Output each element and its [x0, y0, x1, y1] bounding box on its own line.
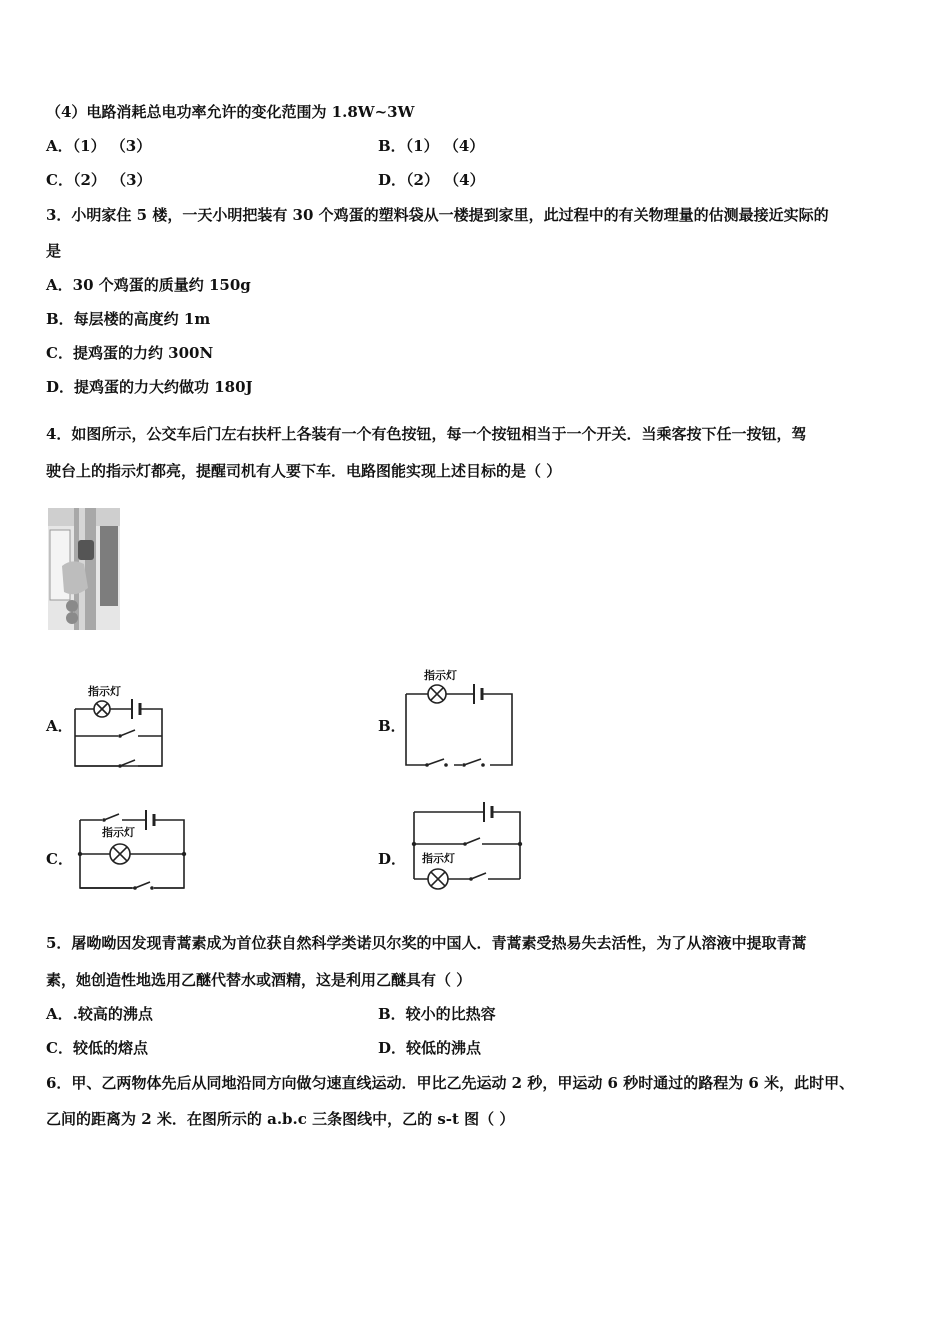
q2-option-d[interactable]: D．（2） （4）	[378, 171, 485, 189]
q3-option-c[interactable]: C．提鸡蛋的力约 300N	[46, 344, 214, 362]
switch-icon	[469, 873, 486, 881]
q2-option-a[interactable]: A．（1） （3）	[46, 137, 152, 155]
indicator-lamp-icon	[110, 844, 130, 864]
q5-stem-line1: 5．屠呦呦因发现青蒿素成为首位获自然科学类诺贝尔奖的中国人．青蒿素受热易失去活性，为了从溶液中提取青蒿	[46, 934, 807, 952]
lamp-label-b: 指示灯	[424, 669, 457, 682]
q5-option-b[interactable]: B．较小的比热容	[378, 1005, 496, 1023]
circuit-diagram-a[interactable]	[72, 684, 166, 772]
q4-stem-line2: 驶台上的指示灯都亮，提醒司机有人要下车．电路图能实现上述目标的是（ ）	[46, 462, 562, 480]
q3-option-d[interactable]: D．提鸡蛋的力大约做功 180J	[46, 378, 253, 396]
switch-icon	[118, 730, 135, 738]
switch-icon	[463, 838, 480, 846]
q6-stem-line1: 6．甲、乙两物体先后从同地沿同方向做匀速直线运动．甲比乙先运动 2 秒，甲运动 6 秒时通过的路程为 6 米，此时甲、	[46, 1074, 855, 1092]
q5-option-c[interactable]: C．较低的熔点	[46, 1039, 148, 1057]
battery-icon	[484, 802, 492, 822]
q3-option-a[interactable]: A．30 个鸡蛋的质量约 150g	[46, 276, 251, 294]
lamp-label-d: 指示灯	[422, 852, 455, 865]
bus-handrail-photo	[48, 508, 120, 630]
circuit-diagram-d[interactable]	[408, 798, 526, 894]
indicator-lamp-icon	[428, 685, 446, 703]
q3-stem-line2: 是	[46, 242, 62, 260]
lamp-label-c: 指示灯	[102, 826, 135, 839]
q3-option-b[interactable]: B．每层楼的高度约 1m	[46, 310, 211, 328]
switch-icon	[102, 814, 119, 822]
q6-stem-line2: 乙间的距离为 2 米．在图所示的 a.b.c 三条图线中，乙的 s-t 图（ ）	[46, 1110, 515, 1128]
q2-item4: （4）电路消耗总电功率允许的变化范围为 1.8W~3W	[46, 103, 415, 121]
q4-option-a-label[interactable]: A．	[46, 717, 73, 735]
indicator-lamp-icon	[428, 869, 448, 889]
battery-icon	[132, 699, 140, 719]
lamp-label-a: 指示灯	[88, 685, 121, 698]
circuit-diagram-b[interactable]	[402, 666, 516, 770]
q2-option-b[interactable]: B．（1） （4）	[378, 137, 485, 155]
q4-option-c-label[interactable]: C．	[46, 850, 73, 868]
q5-option-a[interactable]: A．.较高的沸点	[46, 1005, 153, 1023]
q4-option-d-label[interactable]: D．	[378, 850, 407, 868]
q5-option-d[interactable]: D．较低的沸点	[378, 1039, 482, 1057]
indicator-lamp-icon	[94, 701, 110, 717]
q2-option-c[interactable]: C．（2） （3）	[46, 171, 152, 189]
q4-option-b-label[interactable]: B．	[378, 717, 406, 735]
battery-icon	[474, 684, 482, 704]
battery-icon	[146, 810, 154, 830]
circuit-diagram-c[interactable]	[76, 806, 188, 892]
q4-stem-line1: 4．如图所示，公交车后门左右扶杆上各装有一个有色按钮，每一个按钮相当于一个开关．当乘客按下任一按钮，驾	[46, 425, 807, 443]
q5-stem-line2: 素，她创造性地选用乙醚代替水或酒精，这是利用乙醚具有（ ）	[46, 971, 472, 989]
q3-stem-line1: 3．小明家住 5 楼，一天小明把装有 30 个鸡蛋的塑料袋从一楼提到家里，此过程中的有关物理量的估测最接近实际的	[46, 206, 829, 224]
